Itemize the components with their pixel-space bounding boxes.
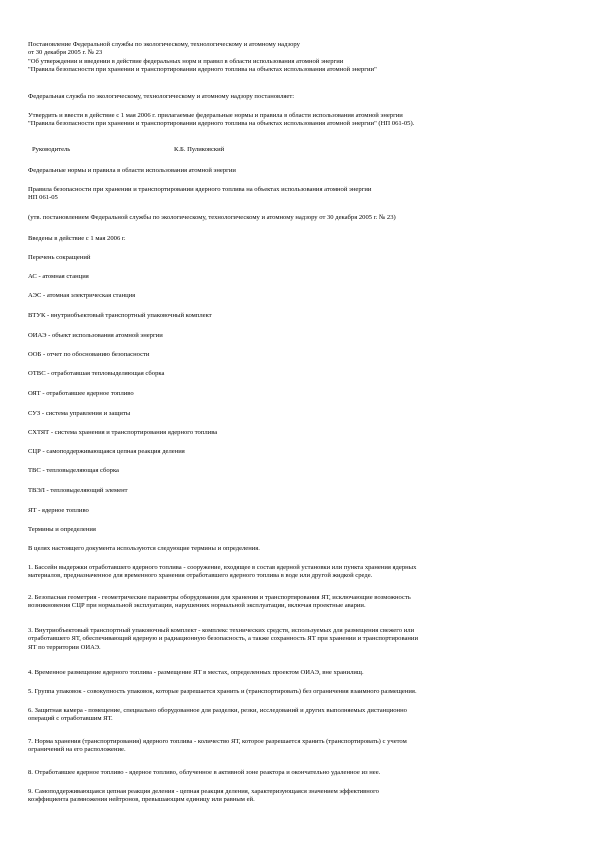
- term-item: [28, 669, 573, 677]
- approval-note: (утв. постановлением Федеральной службы по экологическому, технологическому и атомному надзору от 30 декабря 2005 г. № 23): [28, 214, 396, 221]
- term-item: [28, 594, 573, 611]
- term-line: 9. Самоподдерживающаяся цепная реакция деления - цепная реакция деления, характеризующаяся значением эффективного: [28, 788, 379, 795]
- resolution: [28, 112, 573, 129]
- rules-title-line: Правила безопасности при хранении и транспортировании ядерного топлива на объектах использования атомной энергии: [28, 186, 372, 193]
- section-norms: Федеральные нормы и правила в области использования атомной энергии: [28, 167, 236, 174]
- term-line: 5. Группа упаковок - совокупность упаковок, которые разрешается хранить и (транспортировать) без ограничения взаимного размещения.: [28, 688, 417, 695]
- header-line: "Об утверждении и введении в действие федеральных норм и правил в области использования атомной энергии: [28, 57, 344, 65]
- abbreviation-item: ОТВС - отработавшая тепловыделяющая сборка: [28, 370, 165, 377]
- term-line: 2. Безопасная геометрия - геометрические параметры оборудования для хранения и транспортирования ЯТ, исключающие возможность: [28, 594, 411, 601]
- abbreviation-item: ВТУК - внутриобъектовый транспортный упаковочный комплект: [28, 312, 212, 319]
- resolution-line: "Правила безопасности при хранении и транспортировании ядерного топлива на объектах использования атомной энергии" (НП 061-05).: [28, 120, 415, 128]
- term-line: 8. Отработавшее ядерное топливо - ядерное топливо, облученное в активной зоне реактора и окончательно удаленное из нее.: [28, 769, 381, 776]
- term-line: ЯТ по территории ОИАЭ.: [28, 643, 101, 651]
- term-line: операций с отработавшим ЯТ.: [28, 715, 113, 723]
- term-line: 3. Внутриобъектовый транспортный упаковочный комплект - комплекс технических средств, используемых для размещения свежего или: [28, 627, 415, 634]
- term-item: [28, 564, 573, 581]
- term-item: [28, 738, 573, 755]
- header-line: от 30 декабря 2005 г. № 23: [28, 49, 103, 57]
- abbreviation-item: ТВС - тепловыделяющая сборка: [28, 467, 119, 474]
- term-line: 7. Норма хранения (транспортирования) ядерного топлива - количество ЯТ, которое разрешается хранить (транспортировать) с учетом: [28, 738, 407, 745]
- abbreviation-item: СУЗ - система управления и защиты: [28, 410, 131, 417]
- term-line: 1. Бассейн выдержки отработавшего ядерного топлива - сооружение, входящее в состав ядерной установки или пункта хранения ядерных: [28, 564, 417, 571]
- term-line: 4. Временное размещение ядерного топлива - размещение ЯТ в местах, определенных проектом ОИАЭ, вне хранилищ.: [28, 669, 364, 676]
- abbreviation-item: СЦР - самоподдерживающаяся цепная реакция деления: [28, 448, 185, 455]
- term-line: возникновения СЦР при нормальной эксплуатации, нарушениях нормальной эксплуатации, включая проектные аварии.: [28, 602, 366, 610]
- abbreviation-item: ОЯТ - отработавшее ядерное топливо: [28, 390, 134, 397]
- signature-role: Руководитель: [32, 146, 71, 153]
- abbreviation-item: СХТЯТ - система хранения и транспортирования ядерного топлива: [28, 429, 218, 436]
- term-line: 6. Защитная камера - помещение, специально оборудованное для разделки, резки, исследований и других выполняемых дистанционно: [28, 707, 407, 714]
- terms-intro: В целях настоящего документа используются следующие термины и определения.: [28, 545, 260, 552]
- abbreviation-item: ОИАЭ - объект использования атомной энергии: [28, 332, 163, 339]
- rules-code: НП 061-05: [28, 194, 58, 202]
- effective-date: Введены в действие с 1 мая 2006 г.: [28, 235, 126, 242]
- term-item: [28, 788, 573, 805]
- term-item: [28, 688, 573, 696]
- abbreviation-item: ТВЭЛ - тепловыделяющий элемент: [28, 487, 128, 494]
- abbreviation-item: АЭС - атомная электрическая станция: [28, 292, 136, 299]
- decree-header: [28, 41, 573, 75]
- term-line: ограничений на его расположение.: [28, 746, 126, 754]
- abbreviation-item: АС - атомная станция: [28, 273, 89, 280]
- rules-title: [28, 186, 573, 203]
- resolution-line: Утвердить и ввести в действие с 1 мая 2006 г. прилагаемые федеральные нормы и правила в области использования атомной энергии: [28, 112, 403, 119]
- abbreviation-item: ООБ - отчет по обоснованию безопасности: [28, 351, 150, 358]
- header-line: Постановление Федеральной службы по экологическому, технологическому и атомному надзору: [28, 41, 300, 48]
- abbreviations-title: Перечень сокращений: [28, 254, 91, 261]
- term-item: [28, 627, 573, 652]
- term-item: [28, 707, 573, 724]
- term-line: материалов, предназначенное для временного хранения отработавшего ядерного топлива в воде или другой жидкой среде.: [28, 572, 373, 580]
- term-item: [28, 769, 573, 777]
- abbreviation-item: ЯТ - ядерное топливо: [28, 507, 89, 514]
- term-line: отработавшего ЯТ, обеспечивающий ядерную и радиационную безопасность, а также сохранность ЯТ при хранении и транспортировании: [28, 635, 418, 643]
- term-line: коэффициента размножения нейтронов, превышающим единицу или равным ей.: [28, 796, 255, 804]
- preamble: Федеральная служба по экологическому, технологическому и атомному надзору постановляет:: [28, 93, 295, 100]
- header-line: "Правила безопасности при хранении и транспортировании ядерного топлива на объектах использования атомной энергии": [28, 66, 377, 74]
- terms-title: Термины и определения: [28, 526, 96, 533]
- signature-name: К.Б. Пуликовский: [174, 146, 225, 153]
